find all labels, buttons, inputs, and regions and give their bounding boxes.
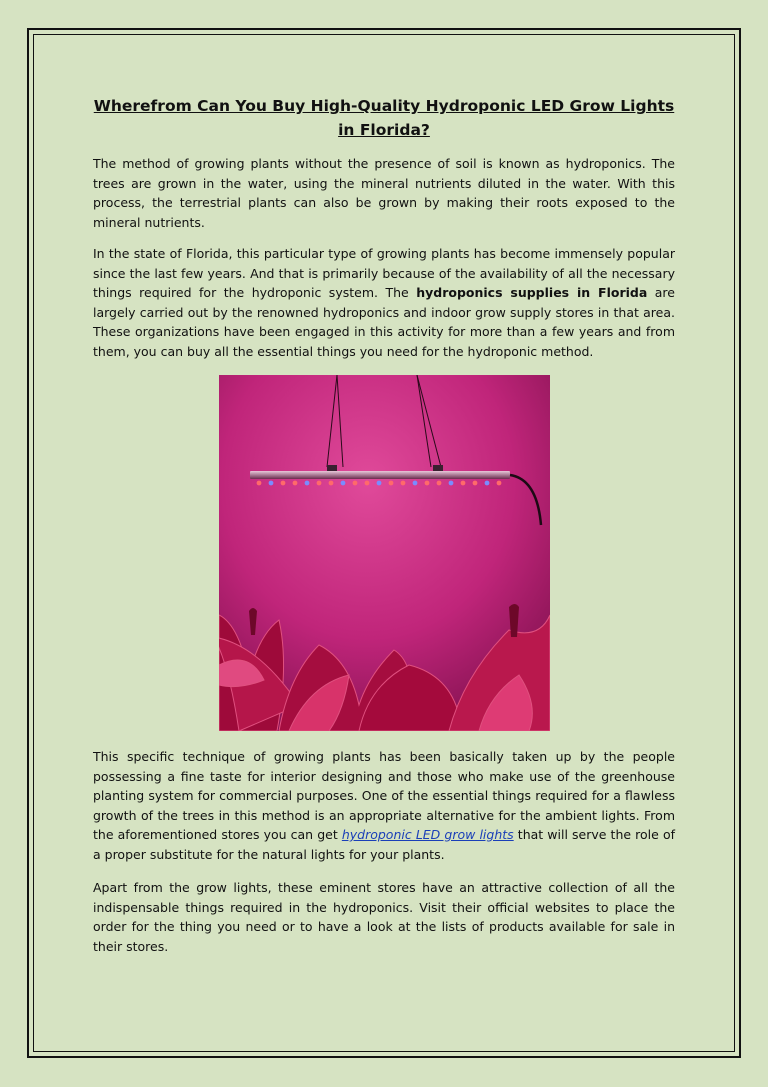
paragraph-3 <box>93 747 675 864</box>
paragraph-2-text-end: are largely carried out by the renowned hydroponics and indoor grow supply stores in that area. These organizations have been engaged in this activity for more than a few years and from them, you can buy all the essential things you need for the hydroponic method. <box>93 285 675 359</box>
paragraph-4: Apart from the grow lights, these eminent stores have an attractive collection of all the indispensable things required in the hydroponics. Visit their official websites to place the order for the thing you need or to have a look at the lists of products available for sale in their stores. <box>93 880 675 954</box>
paragraph-2-bold-phrase: hydroponics supplies in Florida <box>416 285 648 300</box>
paragraph-1: The method of growing plants without the presence of soil is known as hydroponics. The trees are grown in the water, using the mineral nutrients diluted in the water. With this process, the terrestrial plants can also be grown by making their roots exposed to the mineral nutrients. <box>93 156 675 230</box>
hydroponic-led-grow-lights-link[interactable]: hydroponic LED grow lights <box>341 827 514 842</box>
paragraph-2 <box>93 244 675 361</box>
paragraph-3-text-end: that will serve the role of a proper substitute for the natural lights for your plants. <box>93 827 675 862</box>
led-grow-light-photo <box>219 375 550 731</box>
paragraph-2-text-start: In the state of Florida, this particular type of growing plants has become immensely popular since the last few years. And that is primarily because of the availability of all the necessary things required for the hydroponic system. The <box>93 246 675 300</box>
photo-container <box>93 375 675 731</box>
document-title: Wherefrom Can You Buy High-Quality Hydroponic LED Grow Lights in Florida? <box>93 97 675 139</box>
document-content <box>93 94 675 970</box>
paragraph-3-text-start: This specific technique of growing plants has been basically taken up by the people possessing a fine taste for interior designing and those who make use of the greenhouse planting system for commercial purposes. One of the essential things required for a flawless growth of the trees in this method is an appropriate alternative for the ambient lights. From the aforementioned stores you can get <box>93 749 675 842</box>
